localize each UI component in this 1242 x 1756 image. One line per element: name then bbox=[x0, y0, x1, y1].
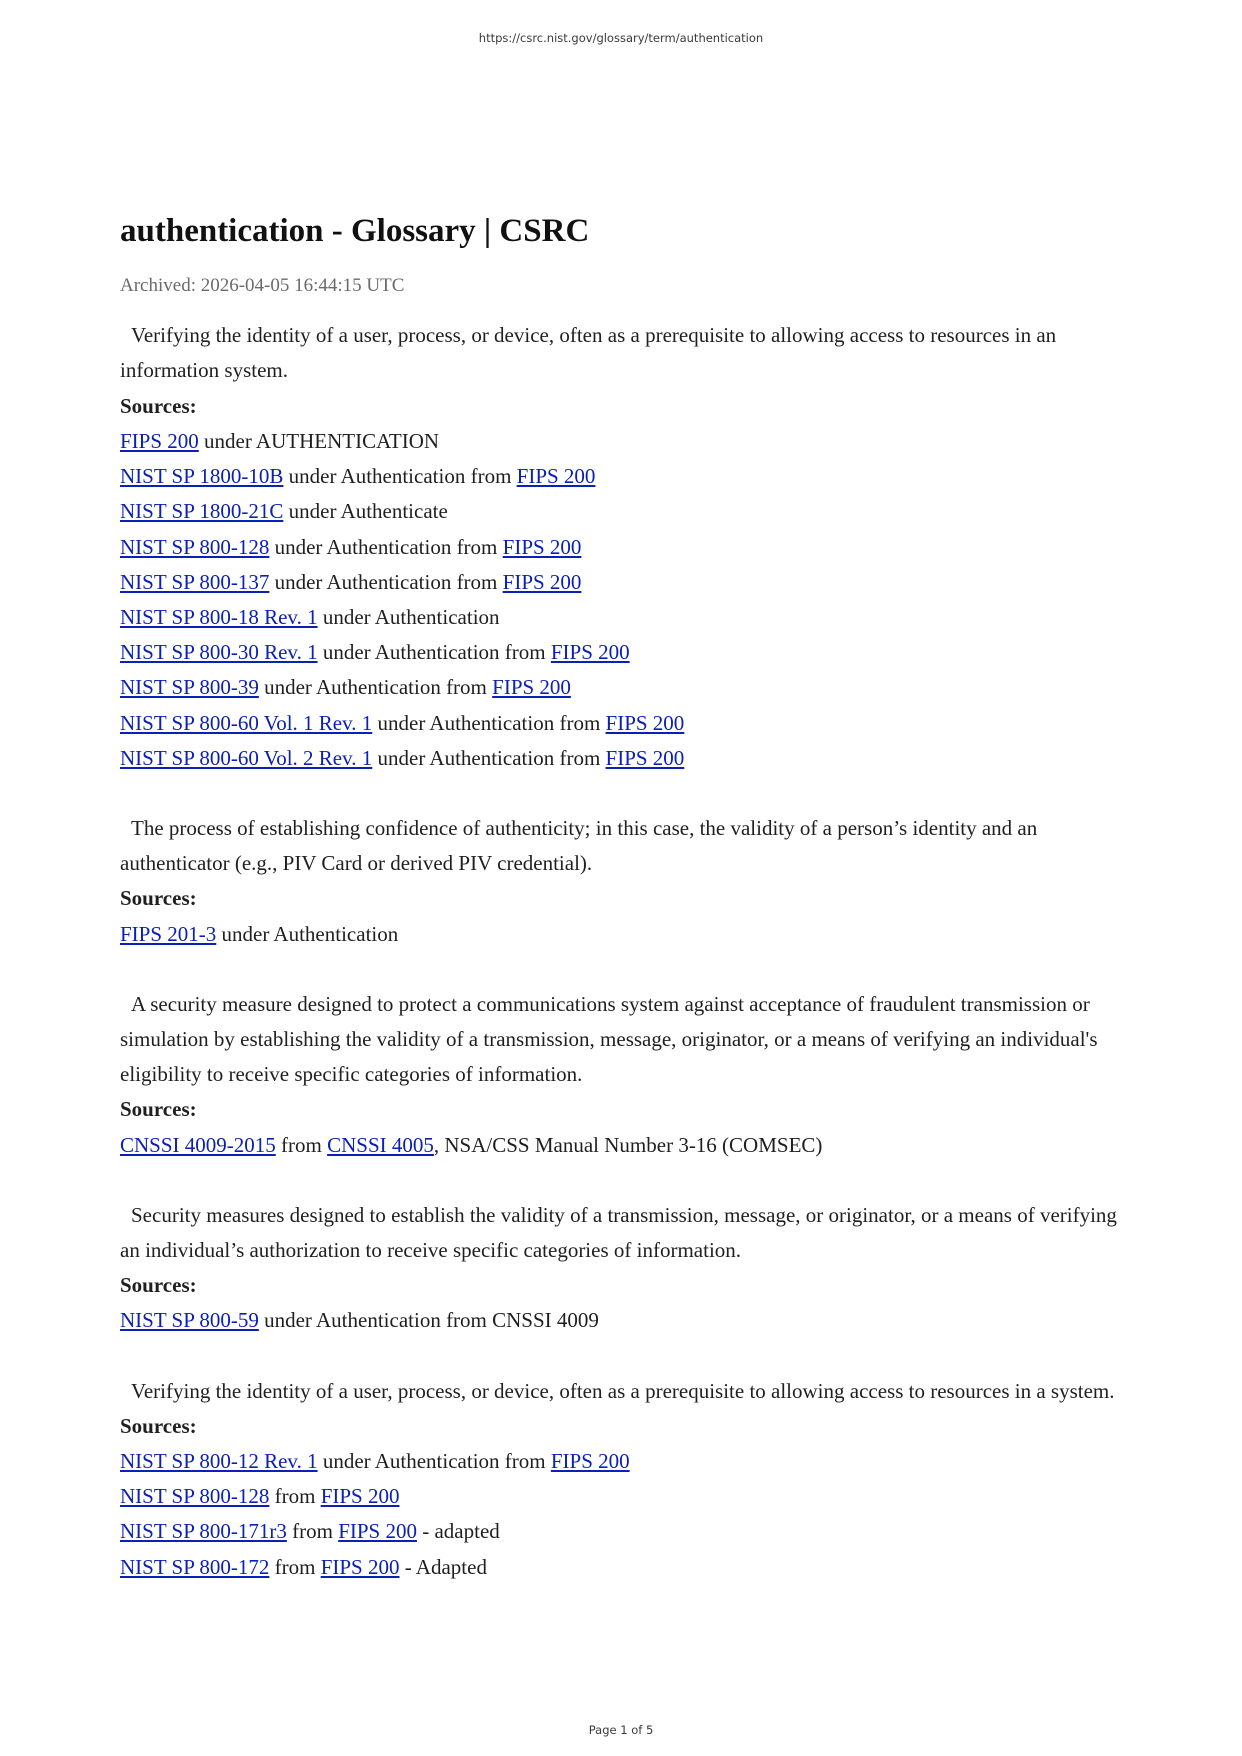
source-link[interactable]: NIST SP 800-137 bbox=[120, 569, 270, 594]
source-text: under Authentication from bbox=[269, 534, 503, 559]
source-link[interactable]: FIPS 200 bbox=[516, 464, 596, 489]
source-text: under Authentication from bbox=[283, 464, 517, 489]
source-citation bbox=[120, 530, 1120, 565]
source-text: from bbox=[275, 1132, 328, 1157]
definition-text: The process of establishing confidence of authenticity; in this case, the validity of a person’s identity and an authenticator (e.g., PIV Card or derived PIV credential). bbox=[120, 815, 1038, 876]
glossary-entry bbox=[120, 1198, 1120, 1339]
source-citation bbox=[120, 424, 1120, 459]
source-citation bbox=[120, 494, 1120, 529]
source-text: under Authentication from bbox=[372, 745, 606, 770]
source-citation bbox=[120, 917, 1120, 952]
glossary-entry bbox=[120, 1374, 1120, 1585]
sources-label: Sources: bbox=[120, 1097, 197, 1122]
source-link[interactable]: FIPS 200 bbox=[320, 1554, 400, 1579]
source-link[interactable]: NIST SP 800-128 bbox=[120, 1484, 270, 1509]
source-link[interactable]: FIPS 200 bbox=[502, 534, 582, 559]
source-link[interactable]: NIST SP 800-172 bbox=[120, 1554, 270, 1579]
source-link[interactable]: NIST SP 1800-10B bbox=[120, 464, 284, 489]
source-citation bbox=[120, 635, 1120, 670]
source-text: from bbox=[269, 1554, 321, 1579]
page-url-header: https://csrc.nist.gov/glossary/term/authentication bbox=[478, 31, 764, 45]
definition-text: Security measures designed to establish the validity of a transmission, message, or originator, or a means of verifying an individual’s authorization to receive specific categories of information. bbox=[120, 1202, 1117, 1262]
source-text: under Authentication from bbox=[317, 1448, 551, 1473]
definition-text: A security measure designed to protect a communications system against acceptance of fraudulent transmission or simulation by establishing the validity of a transmission, message, originator, or a means of verifying an individual's eligibility to receive specific categories of information. bbox=[120, 991, 1098, 1087]
source-text: under Authenticate bbox=[283, 499, 448, 524]
source-text: under Authentication from bbox=[258, 675, 493, 700]
source-link[interactable]: FIPS 200 bbox=[605, 745, 685, 770]
source-link[interactable]: NIST SP 800-171r3 bbox=[120, 1519, 287, 1544]
source-link[interactable]: NIST SP 800-60 Vol. 2 Rev. 1 bbox=[120, 745, 373, 770]
glossary-entry bbox=[120, 987, 1120, 1163]
source-link[interactable]: FIPS 200 bbox=[320, 1484, 400, 1509]
source-link[interactable]: NIST SP 800-39 bbox=[120, 675, 259, 700]
source-link[interactable]: FIPS 200 bbox=[550, 1448, 630, 1473]
source-text: under Authentication from bbox=[372, 710, 606, 735]
source-text: - adapted bbox=[416, 1519, 500, 1544]
source-link[interactable]: FIPS 200 bbox=[120, 428, 199, 453]
source-link[interactable]: NIST SP 800-12 Rev. 1 bbox=[120, 1448, 318, 1473]
source-citation bbox=[120, 1444, 1120, 1479]
source-citation bbox=[120, 1550, 1120, 1585]
source-citation bbox=[120, 741, 1120, 776]
source-citation bbox=[120, 706, 1120, 741]
source-text: , NSA/CSS Manual Number 3-16 (COMSEC) bbox=[433, 1132, 823, 1157]
source-link[interactable]: NIST SP 800-30 Rev. 1 bbox=[120, 640, 318, 665]
source-link[interactable]: FIPS 200 bbox=[502, 569, 582, 594]
source-text: under Authentication from bbox=[269, 569, 503, 594]
source-link[interactable]: NIST SP 800-128 bbox=[120, 534, 270, 559]
source-link[interactable]: NIST SP 800-59 bbox=[120, 1308, 259, 1333]
source-link[interactable]: CNSSI 4009-2015 bbox=[120, 1132, 276, 1157]
source-text: under Authentication from CNSSI 4009 bbox=[258, 1308, 599, 1333]
sources-label: Sources: bbox=[120, 1273, 197, 1298]
source-text: under AUTHENTICATION bbox=[198, 428, 440, 453]
source-citation bbox=[120, 1303, 1120, 1338]
source-link[interactable]: FIPS 200 bbox=[550, 640, 630, 665]
source-citation bbox=[120, 459, 1120, 494]
glossary-entry bbox=[120, 318, 1120, 776]
source-link[interactable]: NIST SP 800-18 Rev. 1 bbox=[120, 604, 318, 629]
page-title: authentication - Glossary | CSRC bbox=[120, 213, 590, 249]
source-link[interactable]: CNSSI 4005 bbox=[327, 1132, 434, 1157]
source-citation bbox=[120, 565, 1120, 600]
source-text: under Authentication bbox=[317, 604, 500, 629]
source-citation bbox=[120, 1479, 1120, 1514]
source-text: - Adapted bbox=[399, 1554, 487, 1579]
source-text: from bbox=[286, 1519, 339, 1544]
source-link[interactable]: NIST SP 1800-21C bbox=[120, 499, 284, 524]
source-link[interactable]: NIST SP 800-60 Vol. 1 Rev. 1 bbox=[120, 710, 373, 735]
sources-label: Sources: bbox=[120, 393, 197, 418]
source-link[interactable]: FIPS 200 bbox=[338, 1519, 417, 1544]
definition-text: Verifying the identity of a user, process, or device, often as a prerequisite to allowing access to resources in an information system. bbox=[120, 323, 1057, 383]
page-content bbox=[120, 212, 1120, 1585]
source-text: under Authentication bbox=[216, 921, 399, 946]
sources-label: Sources: bbox=[120, 886, 197, 911]
source-link[interactable]: FIPS 200 bbox=[492, 675, 571, 700]
page-number-footer: Page 1 of 5 bbox=[588, 1723, 654, 1737]
source-citation bbox=[120, 670, 1120, 705]
glossary-entry bbox=[120, 811, 1120, 952]
source-link[interactable]: FIPS 201-3 bbox=[120, 921, 217, 946]
source-citation bbox=[120, 600, 1120, 635]
source-citation bbox=[120, 1514, 1120, 1549]
glossary-entries bbox=[120, 318, 1120, 1585]
source-text: from bbox=[269, 1484, 321, 1509]
source-citation bbox=[120, 1128, 1120, 1163]
archived-timestamp: Archived: 2026-04-05 16:44:15 UTC bbox=[120, 274, 405, 296]
sources-label: Sources: bbox=[120, 1413, 197, 1438]
definition-text: Verifying the identity of a user, process, or device, often as a prerequisite to allowing access to resources in a system. bbox=[131, 1378, 1115, 1403]
source-text: under Authentication from bbox=[317, 640, 551, 665]
source-link[interactable]: FIPS 200 bbox=[605, 710, 685, 735]
